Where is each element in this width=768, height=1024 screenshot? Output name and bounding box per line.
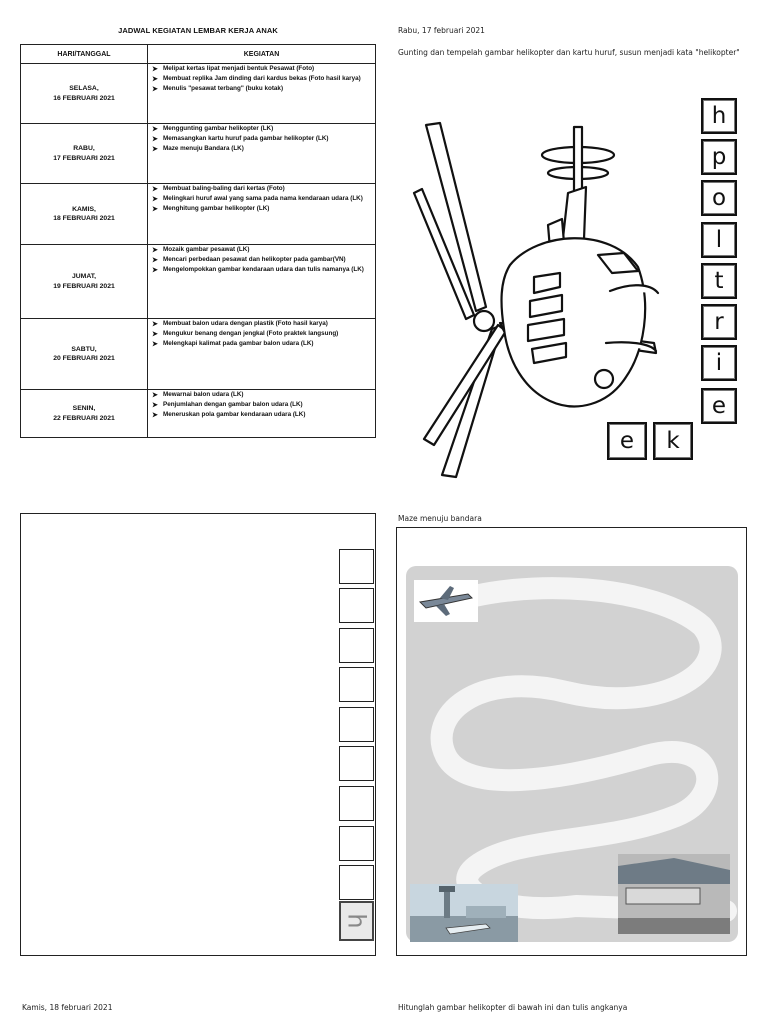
schedule-row: [21, 64, 376, 124]
arrow-head-icon: ➤: [152, 195, 158, 203]
header-day: HARI/TANGGAL: [21, 45, 148, 64]
sample-letter: h: [342, 913, 371, 929]
arrow-head-icon: ➤: [152, 411, 158, 419]
letter-card-l[interactable]: l: [701, 222, 737, 258]
arrow-head-icon: ➤: [152, 75, 158, 83]
letter-card-h[interactable]: h: [701, 98, 737, 134]
worksheet-date: Rabu, 17 februari 2021: [398, 26, 485, 35]
activity-item: ➤ Melipat kertas lipat menjadi bentuk Pesawat (Foto): [152, 65, 315, 73]
header-activity: KEGIATAN: [148, 45, 376, 64]
letter-slot[interactable]: [339, 588, 374, 623]
activity-cell: [148, 124, 376, 184]
day-date: 20 FEBRUARI 2021: [53, 355, 115, 362]
activity-item: ➤ Membuat replika Jam dinding dari kardus bekas (Foto hasil karya): [152, 74, 361, 83]
day-name: KAMIS,: [72, 205, 96, 213]
letter-slot[interactable]: [339, 746, 374, 781]
arrow-head-icon: ➤: [152, 66, 158, 73]
activity-cell: [148, 64, 376, 124]
arrow-head-icon: ➤: [152, 340, 158, 348]
day-cell: [21, 390, 148, 438]
arrow-head-icon: ➤: [152, 330, 158, 338]
activity-item: ➤ Mengelompokkan gambar kendaraan udara dan tulis namanya (LK): [152, 265, 364, 274]
day-name: SENIN,: [72, 405, 96, 413]
activity-cell: [148, 245, 376, 319]
schedule-row: [21, 390, 376, 438]
letter-card-e[interactable]: e: [607, 422, 647, 460]
letter-slot[interactable]: [339, 826, 374, 861]
activity-cell: [148, 390, 376, 438]
arrow-head-icon: ➤: [152, 145, 158, 153]
letter-slot[interactable]: [339, 549, 374, 584]
arrow-head-icon: ➤: [152, 256, 158, 264]
schedule-row: [21, 245, 376, 319]
kamis-date: Kamis, 18 februari 2021: [22, 1003, 113, 1012]
activity-item: ➤ Memasangkan kartu huruf pada gambar helikopter (LK): [152, 134, 329, 143]
activity-item: ➤ Menghitung gambar helikopter (LK): [152, 204, 270, 213]
activity-item: ➤ Mewarnai balon udara (LK): [152, 391, 244, 399]
activity-item: ➤ Melengkapi kalimat pada gambar balon udara (LK): [152, 339, 314, 348]
letter-slot[interactable]: [339, 707, 374, 742]
activity-item: ➤ Mozaik gambar pesawat (LK): [152, 246, 250, 254]
day-name: JUMAT,: [71, 273, 97, 281]
day-name: RABU,: [73, 145, 95, 153]
paste-frame: [20, 513, 376, 956]
letter-slot[interactable]: [339, 667, 374, 702]
day-name: SELASA,: [69, 85, 99, 93]
airport-icon: [410, 884, 518, 942]
activity-item: ➤ Meneruskan pola gambar kendaraan udara (LK): [152, 410, 306, 419]
schedule-row: [21, 184, 376, 245]
activity-item: ➤ Membuat baling-baling dari kertas (Foto): [152, 185, 285, 193]
day-date: 17 FEBRUARI 2021: [53, 154, 115, 162]
maze-title: Maze menuju bandara: [398, 514, 482, 523]
counting-instruction: Hitunglah gambar helikopter di bawah ini dan tulis angkanya: [398, 1003, 628, 1012]
schedule-table: [20, 44, 376, 438]
activity-item: ➤ Menggunting gambar helikopter (LK): [152, 125, 274, 133]
letter-slot[interactable]: [339, 628, 374, 663]
letter-card-k[interactable]: k: [653, 422, 693, 460]
letter-slot[interactable]: [339, 786, 374, 821]
activity-item: ➤ Maze menuju Bandara (LK): [152, 144, 244, 153]
activity-item: ➤ Menulis "pesawat terbang" (buku kotak): [152, 84, 284, 93]
day-date: 16 FEBRUARI 2021: [53, 94, 115, 102]
letter-card-p[interactable]: p: [701, 139, 737, 175]
arrow-head-icon: ➤: [152, 126, 158, 133]
letter-card-i[interactable]: i: [701, 345, 737, 381]
day-date: 19 FEBRUARI 2021: [53, 282, 115, 290]
letter-slot[interactable]: [339, 865, 374, 900]
day-cell: [21, 319, 148, 390]
activity-item: ➤ Membuat balon udara dengan plastik (Foto hasil karya): [152, 320, 328, 328]
letter-card-e[interactable]: e: [701, 388, 737, 424]
day-cell: [21, 245, 148, 319]
activity-item: ➤ Penjumlahan dengan gambar balon udara (LK): [152, 400, 303, 409]
worksheet-instruction: Gunting dan tempelah gambar helikopter dan kartu huruf, susun menjadi kata "helikopter": [398, 48, 740, 57]
day-date: 22 FEBRUARI 2021: [53, 414, 115, 422]
activity-item: ➤ Melingkari huruf awal yang sama pada nama kendaraan udara (LK): [152, 194, 363, 203]
arrow-head-icon: ➤: [152, 205, 158, 213]
day-name: SABTU,: [71, 345, 97, 353]
arrow-head-icon: ➤: [152, 186, 158, 193]
arrow-head-icon: ➤: [152, 321, 158, 328]
activity-item: ➤ Mencari perbedaan pesawat dan helikopter pada gambar(VN): [152, 255, 346, 264]
activity-item: ➤ Mengukur benang dengan jengkal (Foto praktek langsung): [152, 329, 339, 338]
day-date: 18 FEBRUARI 2021: [53, 215, 115, 222]
letter-slot-filled[interactable]: [339, 901, 374, 941]
activity-cell: [148, 184, 376, 245]
activity-cell: [148, 319, 376, 390]
day-cell: [21, 184, 148, 245]
airplane-icon: [414, 580, 478, 622]
letter-card-r[interactable]: r: [701, 304, 737, 340]
day-cell: [21, 64, 148, 124]
schedule-row: [21, 124, 376, 184]
arrow-head-icon: ➤: [152, 401, 158, 409]
arrow-head-icon: ➤: [152, 85, 158, 93]
schedule-row: [21, 319, 376, 390]
arrow-head-icon: ➤: [152, 266, 158, 274]
arrow-head-icon: ➤: [152, 135, 158, 143]
letter-card-o[interactable]: o: [701, 180, 737, 216]
schedule-title: JADWAL KEGIATAN LEMBAR KERJA ANAK: [118, 26, 278, 35]
arrow-head-icon: ➤: [152, 247, 158, 254]
maze-board[interactable]: [406, 566, 738, 942]
arrow-head-icon: ➤: [152, 392, 158, 399]
letter-card-t[interactable]: t: [701, 263, 737, 299]
train-station-icon: [618, 854, 730, 934]
day-cell: [21, 124, 148, 184]
